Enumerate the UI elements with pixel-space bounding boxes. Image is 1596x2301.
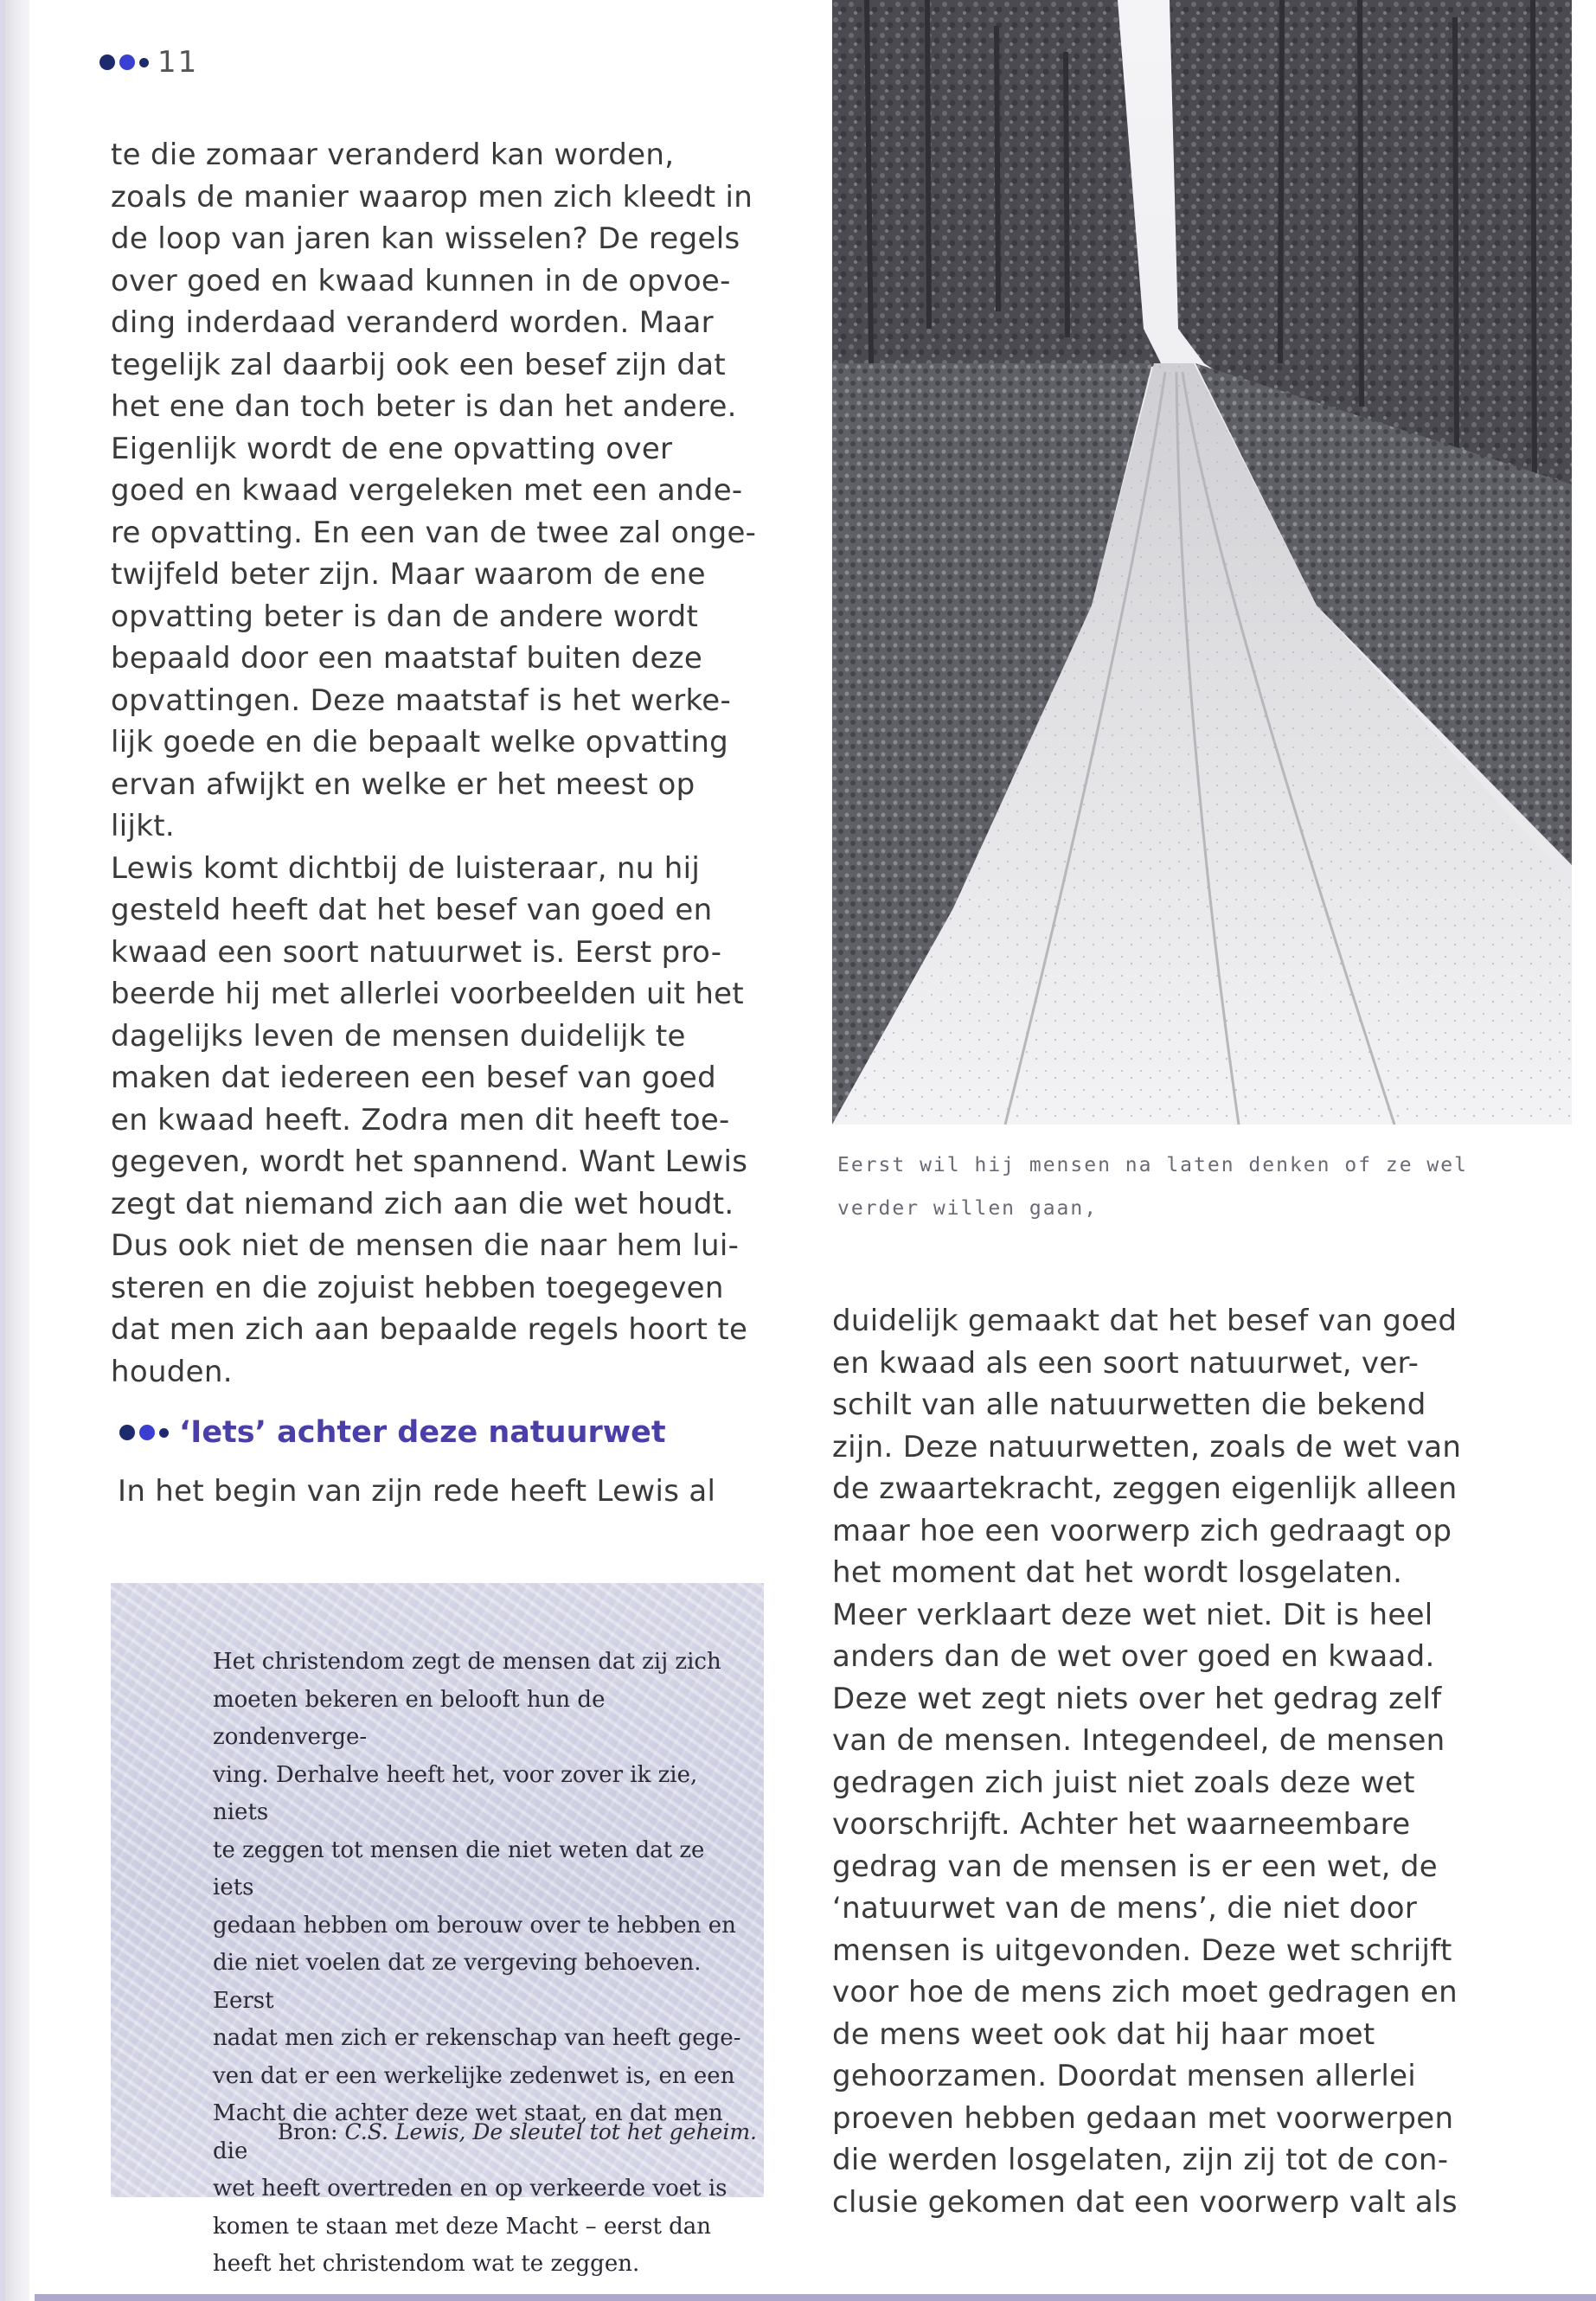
text-line: gesteld heeft dat het besef van goed en — [111, 893, 713, 927]
page-number-row — [99, 45, 198, 80]
text-line: de loop van jaren kan wisselen? De regels — [111, 221, 740, 256]
page-spine-edge — [0, 0, 5, 2301]
text-line: te die zomaar veranderd kan worden, — [111, 138, 675, 172]
quote-line: gedaan hebben om berouw over te hebben en — [213, 1912, 736, 1939]
dot-dark — [99, 54, 115, 70]
quote-line: Het christendom zegt de mensen dat zij zich — [213, 1649, 721, 1675]
text-line: Lewis komt dichtbij de luisteraar, nu hij — [111, 850, 701, 886]
text-line: maar hoe een voorwerp zich gedraagt op — [832, 1513, 1452, 1548]
text-line: bepaald door een maatstaf buiten deze — [111, 641, 703, 676]
text-line: tegelijk zal daarbij ook een besef zijn dat — [111, 347, 726, 382]
text-line: mensen is uitgevonden. Deze wet schrijft — [832, 1932, 1452, 1968]
quote-source — [278, 2119, 757, 2144]
text-line: over goed en kwaad kunnen in de opvoe- — [111, 263, 731, 298]
text-line: beerde hij met allerlei voorbeelden uit het — [111, 977, 745, 1011]
section-lead-line: In het begin van zijn rede heeft Lewis al — [118, 1474, 716, 1509]
quote-line: moeten bekeren en belooft hun de zondenverge- — [213, 1686, 606, 1750]
text-line: die werden losgelaten, zijn zij tot de con- — [832, 2143, 1449, 2177]
text-line: proeven hebben gedaan met voorwerpen — [832, 2100, 1454, 2136]
text-line: voorschrijft. Achter het waarneembare — [832, 1807, 1411, 1842]
text-line: lijk goede en die bepaalt welke opvatting — [111, 725, 729, 760]
text-line: schilt van alle natuurwetten die bekend — [832, 1388, 1426, 1422]
text-line: de zwaartekracht, zeggen eigenlijk alleen — [832, 1471, 1458, 1506]
text-line: Deze wet zegt niets over het gedrag zelf — [832, 1681, 1442, 1716]
text-line: dat men zich aan bepaalde regels hoort te — [111, 1312, 748, 1347]
quote-text — [213, 1644, 749, 2284]
caption-line: verder willen gaan, — [837, 1197, 1099, 1220]
quote-line: ving. Derhalve heeft het, voor zover ik zie, niets — [213, 1761, 698, 1825]
text-line: kwaad een soort natuurwet is. Eerst pro- — [111, 934, 722, 970]
text-line: gedragen zich juist niet zoals deze wet — [832, 1765, 1415, 1800]
forest-path-photo — [832, 0, 1572, 1125]
text-line: gehoorzamen. Doordat mensen allerlei — [832, 2059, 1417, 2093]
text-line: Meer verklaart deze wet niet. Dit is heel — [832, 1597, 1433, 1632]
quote-line: Macht die achter deze wet staat, en dat men die — [213, 2100, 723, 2164]
text-line: de mens weet ook dat hij haar moet — [832, 2016, 1375, 2052]
section-title: ‘Iets’ achter deze natuurwet — [179, 1415, 666, 1450]
dot-small — [159, 1428, 169, 1438]
left-column-text — [111, 134, 785, 1393]
quote-box — [111, 1583, 764, 2277]
quote-line: wet heeft overtreden en op verkeerde voet is — [213, 2176, 727, 2202]
text-line: en kwaad als een soort natuurwet, ver- — [832, 1345, 1420, 1381]
dot-blue — [139, 1425, 155, 1440]
text-line: twijfeld beter zijn. Maar waarom de ene — [111, 557, 706, 592]
text-line: Eigenlijk wordt de ene opvatting over — [111, 431, 673, 466]
section-heading — [119, 1415, 666, 1450]
photo-caption — [837, 1144, 1547, 1230]
quote-source-work: C.S. Lewis, De sleutel tot het geheim. — [344, 2119, 757, 2144]
forest-path-illustration — [832, 0, 1572, 1125]
dot-small — [139, 58, 149, 67]
text-line: duidelijk gemaakt dat het besef van goed — [832, 1304, 1458, 1338]
text-line: clusie gekomen dat een voorwerp valt als — [832, 2184, 1458, 2220]
caption-line: Eerst wil hij mensen na laten denken of ze wel — [837, 1154, 1468, 1176]
quote-line: nadat men zich er rekenschap van heeft gege- — [213, 2025, 741, 2051]
text-line: van de mensen. Integendeel, de mensen — [832, 1723, 1445, 1758]
text-line: ‘natuurwet van de mens’, die niet door — [832, 1891, 1418, 1926]
text-line: goed en kwaad vergeleken met een ande- — [111, 473, 743, 508]
dot-blue — [119, 54, 135, 70]
bullet-dots-icon — [99, 54, 149, 70]
quote-line: ven dat er een werkelijke zedenwet is, en een — [213, 2062, 735, 2089]
dot-dark — [119, 1425, 135, 1440]
text-line: Dus ook niet de mensen die naar hem lui- — [111, 1228, 740, 1263]
text-line: ding inderdaad veranderd worden. Maar — [111, 305, 714, 340]
text-line: voor hoe de mens zich moet gedragen en — [832, 1975, 1458, 2009]
page-number: 11 — [157, 45, 199, 80]
text-line: zoals de manier waarop men zich kleedt in — [111, 179, 753, 215]
quote-line: die niet voelen dat ze vergeving behoeven. Eerst — [213, 1950, 702, 2014]
text-line: gedrag van de mensen is er een wet, de — [832, 1849, 1438, 1884]
text-line: ervan afwijkt en welke er het meest op — [111, 766, 695, 802]
text-line: anders dan de wet over goed en kwaad. — [832, 1639, 1435, 1674]
text-line: dagelijks leven de mensen duidelijk te — [111, 1018, 686, 1054]
text-line: het moment dat het wordt losgelaten. — [832, 1555, 1403, 1590]
text-line: lijkt. — [111, 809, 175, 843]
text-line: houden. — [111, 1354, 233, 1389]
bullet-dots-icon — [119, 1425, 169, 1440]
text-line: zegt dat niemand zich aan die wet houdt. — [111, 1186, 734, 1221]
text-line: opvattingen. Deze maatstaf is het werke- — [111, 683, 732, 718]
page-bottom-edge — [35, 2294, 1596, 2301]
text-line: re opvatting. En een van de twee zal onge- — [111, 515, 757, 550]
text-line: zijn. Deze natuurwetten, zoals de wet van — [832, 1429, 1462, 1465]
text-line: en kwaad heeft. Zodra men dit heeft toe- — [111, 1102, 730, 1138]
text-line: steren en die zojuist hebben toegegeven — [111, 1270, 724, 1305]
text-line: het ene dan toch beter is dan het andere. — [111, 389, 737, 424]
right-column-text — [832, 1300, 1567, 2223]
text-line: opvatting beter is dan de andere wordt — [111, 599, 699, 634]
text-line: gegeven, wordt het spannend. Want Lewis — [111, 1144, 748, 1179]
quote-line: heeft het christendom wat te zeggen. — [213, 2251, 640, 2277]
quote-line: komen te staan met deze Macht – eerst dan — [213, 2213, 712, 2240]
quote-source-label: Bron: — [277, 2119, 345, 2144]
quote-line: te zeggen tot mensen die niet weten dat ze iets — [213, 1836, 705, 1900]
text-line: maken dat iedereen een besef van goed — [111, 1061, 716, 1095]
